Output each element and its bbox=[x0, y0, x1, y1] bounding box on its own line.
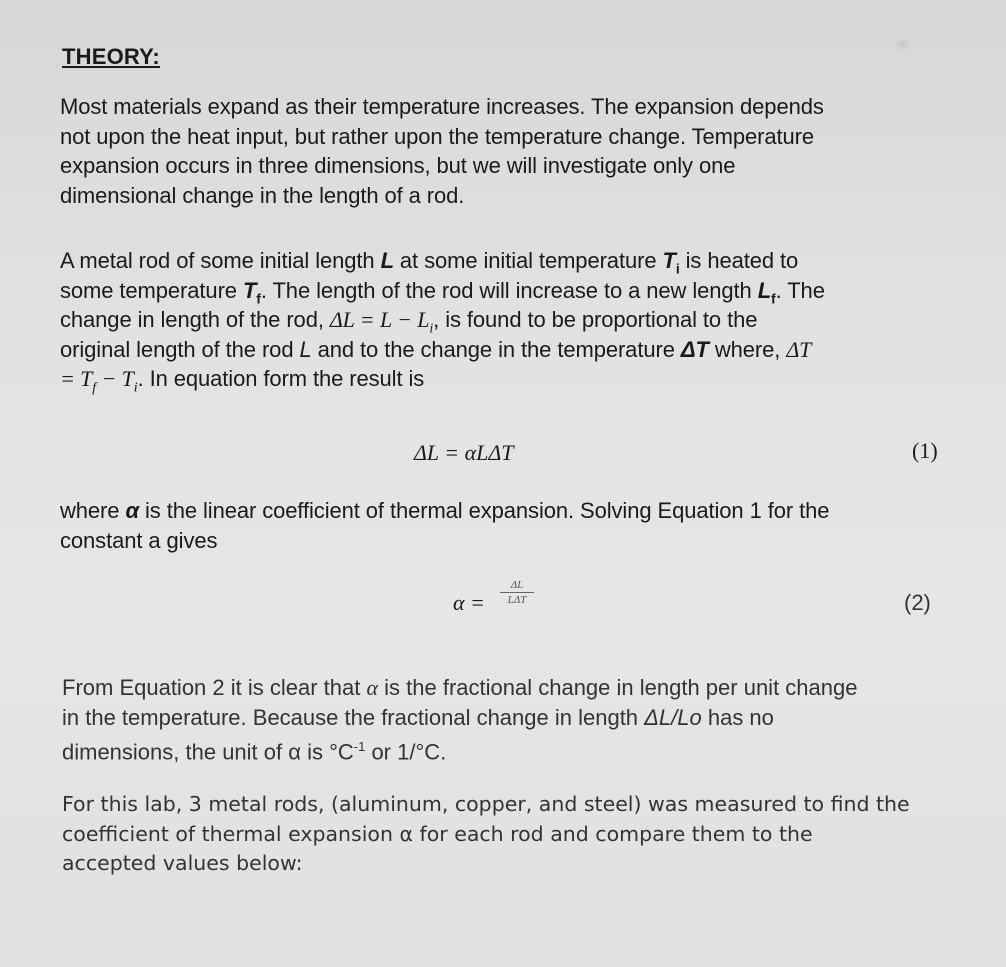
equation-1-number: (1) bbox=[912, 438, 938, 463]
text-run: is the linear coefficient of thermal expansion. Solving Equation 1 for the bbox=[138, 498, 830, 523]
math-expression: ΔL/Lo bbox=[644, 704, 702, 730]
text-line: dimensional change in the length of a rod. bbox=[60, 182, 465, 208]
section-heading: THEORY: bbox=[62, 44, 160, 69]
symbol-subscript: f bbox=[771, 289, 776, 306]
text-line bbox=[60, 335, 980, 365]
text-run: where, bbox=[708, 336, 787, 362]
text-line bbox=[60, 364, 980, 394]
paragraph-lab-description bbox=[62, 790, 982, 879]
text-run: some temperature bbox=[60, 277, 243, 303]
math-expression: ΔT bbox=[786, 336, 812, 362]
paragraph-rod-description bbox=[60, 246, 980, 394]
symbol-subscript: f bbox=[92, 380, 97, 396]
text-run: in the temperature. Because the fractional change in length bbox=[62, 704, 645, 730]
text-run: at some initial temperature bbox=[393, 248, 663, 273]
equation-2-fraction bbox=[500, 578, 534, 607]
text-line: not upon the heat input, but rather upon the temperature change. Temperature bbox=[60, 123, 814, 149]
symbol-delta-T: ΔT bbox=[680, 336, 709, 362]
symbol-alpha: α bbox=[125, 498, 139, 523]
text-line: accepted values below: bbox=[62, 851, 303, 875]
symbol-Lf: L bbox=[757, 277, 772, 303]
text-run: From Equation 2 it is clear that bbox=[62, 675, 367, 700]
text-run: , is found to be proportional to the bbox=[433, 307, 758, 332]
text-run: . The bbox=[775, 277, 825, 303]
equation-2-number: (2) bbox=[904, 590, 931, 615]
math-expression: − T bbox=[96, 366, 134, 391]
symbol-L: L bbox=[299, 336, 312, 362]
paragraph-intro bbox=[60, 92, 980, 210]
text-line bbox=[60, 246, 980, 276]
symbol-alpha: α bbox=[366, 675, 379, 700]
text-run: original length of the rod bbox=[60, 336, 300, 362]
text-run: . The length of the rod will increase to a new length bbox=[260, 277, 758, 303]
text-run: is heated to bbox=[679, 248, 799, 273]
text-run: is the fractional change in length per unit change bbox=[378, 675, 858, 700]
text-run: . In equation form the result is bbox=[137, 366, 425, 391]
text-line: Most materials expand as their temperature increases. The expansion depends bbox=[60, 94, 824, 119]
text-run: dimensions, the unit of α is °C bbox=[62, 739, 354, 765]
symbol-subscript: f bbox=[256, 289, 261, 306]
fraction-denominator: LΔT bbox=[507, 594, 527, 606]
equation-1: ΔL = αLΔT bbox=[414, 440, 514, 465]
text-run: has no bbox=[701, 704, 774, 730]
text-line: For this lab, 3 metal rods, (aluminum, copper, and steel) was measured to find the bbox=[62, 792, 910, 816]
text-run: change in length of the rod, bbox=[60, 307, 330, 332]
text-run: and to the change in the temperature bbox=[311, 336, 681, 362]
symbol-subscript: i bbox=[133, 380, 138, 396]
paragraph-fractional-change bbox=[62, 673, 982, 765]
text-line: expansion occurs in three dimensions, but we will investigate only one bbox=[60, 153, 736, 178]
symbol-L: L bbox=[380, 248, 394, 273]
text-line bbox=[60, 305, 980, 335]
superscript: -1 bbox=[353, 739, 366, 754]
paragraph-coefficient bbox=[60, 496, 980, 555]
text-line: coefficient of thermal expansion α for each rod and compare them to the bbox=[62, 821, 813, 846]
text-line bbox=[60, 496, 980, 526]
symbol-subscript: i bbox=[429, 321, 434, 337]
math-expression: = T bbox=[60, 366, 93, 391]
text-line bbox=[62, 732, 982, 765]
symbol-subscript: i bbox=[675, 260, 680, 277]
text-line bbox=[62, 673, 982, 703]
math-expression: ΔL = L − L bbox=[329, 307, 430, 332]
text-run: A metal rod of some initial length bbox=[60, 248, 381, 273]
symbol-Ti: T bbox=[662, 248, 676, 273]
fraction-numerator: ΔL bbox=[500, 578, 534, 593]
photo-smudge bbox=[896, 38, 910, 50]
symbol-Tf: T bbox=[242, 277, 257, 303]
text-line: constant a gives bbox=[60, 527, 218, 553]
text-line bbox=[62, 703, 982, 733]
equation-2-lhs: α = bbox=[453, 590, 485, 615]
text-line bbox=[60, 276, 980, 306]
text-run: where bbox=[60, 498, 126, 523]
text-run: or 1/°C. bbox=[365, 739, 447, 765]
